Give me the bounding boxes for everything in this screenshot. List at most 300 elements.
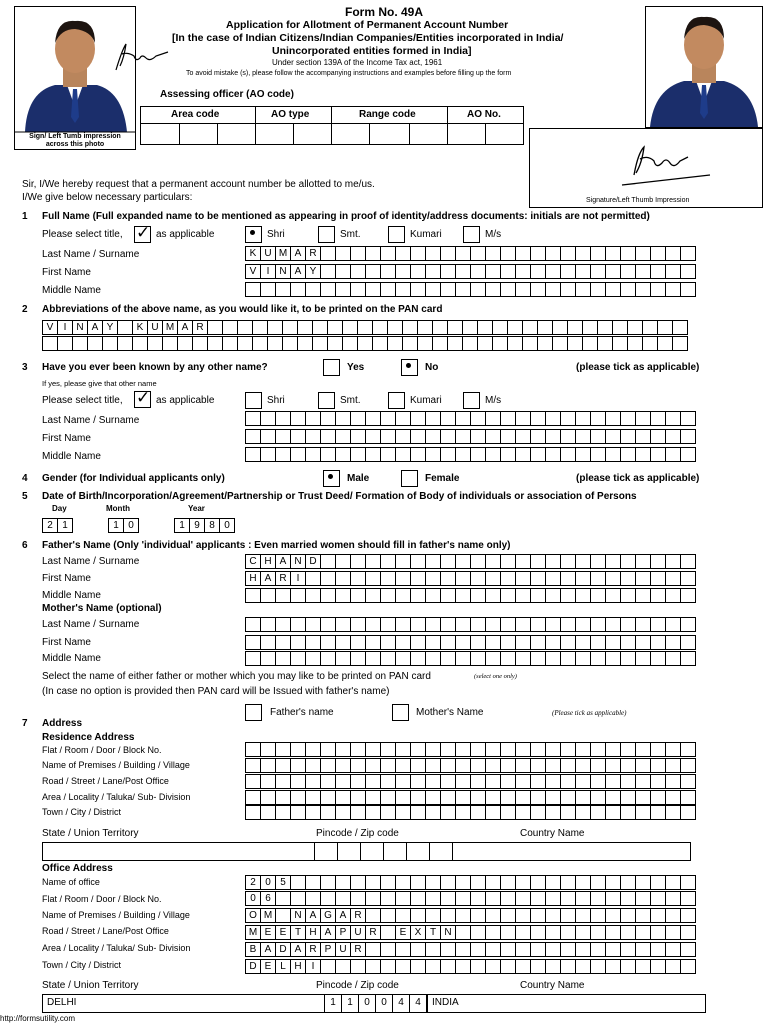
char-cell[interactable]: [515, 942, 531, 957]
char-cell[interactable]: [455, 411, 471, 426]
char-cell[interactable]: [117, 320, 133, 335]
char-cell[interactable]: [605, 942, 621, 957]
char-cell[interactable]: [650, 554, 666, 569]
char-cell[interactable]: A: [290, 246, 306, 261]
char-cell[interactable]: [515, 758, 531, 773]
char-cell[interactable]: [680, 758, 696, 773]
office-state-pincode-country-row[interactable]: [42, 994, 706, 1013]
char-cell[interactable]: [470, 758, 486, 773]
char-cell[interactable]: [395, 571, 411, 586]
office-pin-digit[interactable]: 1: [325, 995, 342, 1012]
title-shri-checkbox[interactable]: [245, 226, 262, 243]
char-cell[interactable]: [305, 742, 321, 757]
res-premises-input[interactable]: [245, 758, 695, 773]
char-cell[interactable]: [440, 651, 456, 666]
char-cell[interactable]: [425, 908, 441, 923]
char-cell[interactable]: [320, 411, 336, 426]
char-cell[interactable]: [42, 336, 58, 351]
char-cell[interactable]: [410, 891, 426, 906]
char-cell[interactable]: [470, 411, 486, 426]
char-cell[interactable]: [650, 942, 666, 957]
char-cell[interactable]: [575, 875, 591, 890]
char-cell[interactable]: [365, 411, 381, 426]
char-cell[interactable]: [440, 554, 456, 569]
char-cell[interactable]: [290, 635, 306, 650]
char-cell[interactable]: [642, 320, 658, 335]
char-cell[interactable]: [560, 908, 576, 923]
char-cell[interactable]: [335, 264, 351, 279]
char-cell[interactable]: H: [305, 925, 321, 940]
char-cell[interactable]: [530, 246, 546, 261]
char-cell[interactable]: [680, 411, 696, 426]
char-cell[interactable]: [387, 336, 403, 351]
char-cell[interactable]: [440, 429, 456, 444]
char-cell[interactable]: [635, 554, 651, 569]
char-cell[interactable]: [530, 429, 546, 444]
char-cell[interactable]: [485, 942, 501, 957]
char-cell[interactable]: [177, 336, 193, 351]
char-cell[interactable]: [515, 264, 531, 279]
char-cell[interactable]: [245, 617, 261, 632]
char-cell[interactable]: H: [290, 959, 306, 974]
char-cell[interactable]: T: [290, 925, 306, 940]
char-cell[interactable]: [522, 336, 538, 351]
char-cell[interactable]: N: [72, 320, 88, 335]
char-cell[interactable]: [440, 588, 456, 603]
pan-abbreviation-input-row-2[interactable]: [42, 336, 687, 351]
char-cell[interactable]: [357, 336, 373, 351]
char-cell[interactable]: 8: [204, 518, 220, 533]
char-cell[interactable]: [320, 742, 336, 757]
char-cell[interactable]: [410, 246, 426, 261]
char-cell[interactable]: [350, 411, 366, 426]
res-country-input[interactable]: [453, 843, 690, 860]
char-cell[interactable]: A: [260, 942, 276, 957]
char-cell[interactable]: [440, 411, 456, 426]
char-cell[interactable]: [545, 805, 561, 820]
char-cell[interactable]: [380, 554, 396, 569]
char-cell[interactable]: [260, 411, 276, 426]
char-cell[interactable]: [485, 908, 501, 923]
signature-box[interactable]: [529, 128, 763, 208]
char-cell[interactable]: [365, 651, 381, 666]
office-pin-digit[interactable]: 4: [410, 995, 427, 1012]
char-cell[interactable]: P: [320, 942, 336, 957]
char-cell[interactable]: [440, 635, 456, 650]
char-cell[interactable]: A: [290, 942, 306, 957]
char-cell[interactable]: [320, 891, 336, 906]
char-cell[interactable]: [665, 264, 681, 279]
char-cell[interactable]: [440, 908, 456, 923]
char-cell[interactable]: [560, 411, 576, 426]
char-cell[interactable]: [485, 571, 501, 586]
father-last-name-input[interactable]: [245, 554, 695, 569]
char-cell[interactable]: [470, 774, 486, 789]
char-cell[interactable]: [350, 447, 366, 462]
char-cell[interactable]: [575, 891, 591, 906]
char-cell[interactable]: [290, 588, 306, 603]
char-cell[interactable]: [192, 336, 208, 351]
char-cell[interactable]: [522, 320, 538, 335]
char-cell[interactable]: D: [245, 959, 261, 974]
char-cell[interactable]: [440, 805, 456, 820]
char-cell[interactable]: [680, 651, 696, 666]
char-cell[interactable]: [530, 925, 546, 940]
gender-male-checkbox[interactable]: [323, 470, 340, 487]
char-cell[interactable]: [462, 320, 478, 335]
char-cell[interactable]: [500, 617, 516, 632]
char-cell[interactable]: [605, 264, 621, 279]
char-cell[interactable]: A: [87, 320, 103, 335]
char-cell[interactable]: [590, 264, 606, 279]
char-cell[interactable]: [545, 282, 561, 297]
char-cell[interactable]: [350, 651, 366, 666]
char-cell[interactable]: [635, 447, 651, 462]
char-cell[interactable]: [267, 336, 283, 351]
char-cell[interactable]: [650, 246, 666, 261]
char-cell[interactable]: [665, 959, 681, 974]
char-cell[interactable]: [575, 790, 591, 805]
char-cell[interactable]: [320, 282, 336, 297]
other-name-yes-checkbox[interactable]: [323, 359, 340, 376]
char-cell[interactable]: [395, 635, 411, 650]
char-cell[interactable]: [335, 635, 351, 650]
char-cell[interactable]: [470, 942, 486, 957]
char-cell[interactable]: [635, 742, 651, 757]
char-cell[interactable]: [320, 959, 336, 974]
dob-day-input[interactable]: [42, 518, 72, 533]
char-cell[interactable]: [395, 805, 411, 820]
char-cell[interactable]: [545, 942, 561, 957]
char-cell[interactable]: [305, 651, 321, 666]
char-cell[interactable]: [530, 571, 546, 586]
char-cell[interactable]: [665, 246, 681, 261]
char-cell[interactable]: [245, 790, 261, 805]
char-cell[interactable]: [605, 447, 621, 462]
char-cell[interactable]: [680, 925, 696, 940]
char-cell[interactable]: [357, 320, 373, 335]
char-cell[interactable]: [680, 959, 696, 974]
char-cell[interactable]: [410, 908, 426, 923]
dob-year-input[interactable]: [174, 518, 234, 533]
char-cell[interactable]: [290, 742, 306, 757]
char-cell[interactable]: [560, 554, 576, 569]
char-cell[interactable]: [590, 571, 606, 586]
char-cell[interactable]: [365, 805, 381, 820]
char-cell[interactable]: [395, 264, 411, 279]
char-cell[interactable]: [440, 246, 456, 261]
char-cell[interactable]: [425, 790, 441, 805]
mother-middle-name-input[interactable]: [245, 651, 695, 666]
char-cell[interactable]: [575, 774, 591, 789]
char-cell[interactable]: [575, 805, 591, 820]
char-cell[interactable]: [485, 790, 501, 805]
char-cell[interactable]: [455, 908, 471, 923]
char-cell[interactable]: [425, 571, 441, 586]
char-cell[interactable]: [425, 264, 441, 279]
char-cell[interactable]: [320, 264, 336, 279]
char-cell[interactable]: [530, 411, 546, 426]
char-cell[interactable]: [620, 554, 636, 569]
char-cell[interactable]: [590, 411, 606, 426]
char-cell[interactable]: [320, 429, 336, 444]
char-cell[interactable]: [680, 617, 696, 632]
char-cell[interactable]: [590, 942, 606, 957]
char-cell[interactable]: I: [57, 320, 73, 335]
char-cell[interactable]: [515, 588, 531, 603]
char-cell[interactable]: [590, 554, 606, 569]
char-cell[interactable]: [290, 805, 306, 820]
char-cell[interactable]: [455, 805, 471, 820]
char-cell[interactable]: [560, 942, 576, 957]
char-cell[interactable]: [440, 447, 456, 462]
char-cell[interactable]: [320, 651, 336, 666]
char-cell[interactable]: [335, 447, 351, 462]
office-pin-digit[interactable]: 4: [393, 995, 410, 1012]
char-cell[interactable]: [530, 447, 546, 462]
char-cell[interactable]: [665, 774, 681, 789]
char-cell[interactable]: [260, 758, 276, 773]
char-cell[interactable]: [560, 264, 576, 279]
char-cell[interactable]: [335, 588, 351, 603]
char-cell[interactable]: [590, 959, 606, 974]
char-cell[interactable]: [680, 942, 696, 957]
char-cell[interactable]: [650, 635, 666, 650]
char-cell[interactable]: [380, 774, 396, 789]
char-cell[interactable]: R: [350, 908, 366, 923]
char-cell[interactable]: [575, 246, 591, 261]
char-cell[interactable]: [665, 571, 681, 586]
char-cell[interactable]: [447, 336, 463, 351]
office-country-input[interactable]: INDIA: [432, 997, 459, 1008]
char-cell[interactable]: [620, 429, 636, 444]
char-cell[interactable]: [515, 959, 531, 974]
char-cell[interactable]: [350, 246, 366, 261]
char-cell[interactable]: [515, 891, 531, 906]
char-cell[interactable]: [245, 588, 261, 603]
char-cell[interactable]: [590, 588, 606, 603]
char-cell[interactable]: [672, 320, 688, 335]
char-cell[interactable]: I: [290, 571, 306, 586]
char-cell[interactable]: [470, 429, 486, 444]
char-cell[interactable]: [500, 805, 516, 820]
char-cell[interactable]: M: [245, 925, 261, 940]
char-cell[interactable]: [290, 651, 306, 666]
char-cell[interactable]: [447, 320, 463, 335]
char-cell[interactable]: [395, 554, 411, 569]
char-cell[interactable]: [290, 447, 306, 462]
char-cell[interactable]: [455, 429, 471, 444]
char-cell[interactable]: [635, 429, 651, 444]
char-cell[interactable]: [380, 617, 396, 632]
char-cell[interactable]: [305, 588, 321, 603]
char-cell[interactable]: [635, 571, 651, 586]
res-area-input[interactable]: [245, 790, 695, 805]
char-cell[interactable]: [590, 875, 606, 890]
char-cell[interactable]: [605, 282, 621, 297]
char-cell[interactable]: [635, 908, 651, 923]
char-cell[interactable]: [485, 411, 501, 426]
char-cell[interactable]: [515, 805, 531, 820]
char-cell[interactable]: [425, 875, 441, 890]
char-cell[interactable]: [320, 875, 336, 890]
char-cell[interactable]: M: [260, 908, 276, 923]
char-cell[interactable]: [365, 758, 381, 773]
char-cell[interactable]: [605, 758, 621, 773]
char-cell[interactable]: [245, 774, 261, 789]
char-cell[interactable]: [485, 264, 501, 279]
res-pin-digit[interactable]: [430, 843, 453, 860]
char-cell[interactable]: [395, 758, 411, 773]
char-cell[interactable]: [380, 942, 396, 957]
char-cell[interactable]: [350, 790, 366, 805]
char-cell[interactable]: [260, 742, 276, 757]
char-cell[interactable]: R: [350, 942, 366, 957]
char-cell[interactable]: [335, 617, 351, 632]
char-cell[interactable]: [620, 758, 636, 773]
char-cell[interactable]: [575, 742, 591, 757]
char-cell[interactable]: [665, 282, 681, 297]
char-cell[interactable]: [470, 790, 486, 805]
char-cell[interactable]: N: [275, 264, 291, 279]
char-cell[interactable]: [237, 320, 253, 335]
char-cell[interactable]: [500, 429, 516, 444]
char-cell[interactable]: Y: [305, 264, 321, 279]
office-flat-input[interactable]: [245, 891, 695, 906]
char-cell[interactable]: [575, 411, 591, 426]
char-cell[interactable]: [620, 942, 636, 957]
char-cell[interactable]: [620, 411, 636, 426]
char-cell[interactable]: [275, 411, 291, 426]
char-cell[interactable]: I: [260, 264, 276, 279]
res-road-input[interactable]: [245, 774, 695, 789]
char-cell[interactable]: [327, 336, 343, 351]
char-cell[interactable]: 1: [174, 518, 190, 533]
char-cell[interactable]: [455, 588, 471, 603]
char-cell[interactable]: [462, 336, 478, 351]
char-cell[interactable]: [635, 282, 651, 297]
char-cell[interactable]: [470, 571, 486, 586]
char-cell[interactable]: [680, 774, 696, 789]
char-cell[interactable]: [485, 635, 501, 650]
char-cell[interactable]: [365, 891, 381, 906]
char-cell[interactable]: [425, 805, 441, 820]
char-cell[interactable]: [665, 805, 681, 820]
char-cell[interactable]: [665, 742, 681, 757]
char-cell[interactable]: [545, 246, 561, 261]
char-cell[interactable]: [665, 554, 681, 569]
char-cell[interactable]: E: [395, 925, 411, 940]
char-cell[interactable]: [515, 411, 531, 426]
char-cell[interactable]: [305, 805, 321, 820]
char-cell[interactable]: 9: [189, 518, 205, 533]
char-cell[interactable]: [560, 651, 576, 666]
char-cell[interactable]: A: [290, 264, 306, 279]
char-cell[interactable]: [335, 651, 351, 666]
char-cell[interactable]: [275, 447, 291, 462]
char-cell[interactable]: [372, 336, 388, 351]
char-cell[interactable]: [545, 617, 561, 632]
char-cell[interactable]: [470, 447, 486, 462]
char-cell[interactable]: [395, 651, 411, 666]
char-cell[interactable]: [657, 320, 673, 335]
char-cell[interactable]: [455, 264, 471, 279]
char-cell[interactable]: [477, 336, 493, 351]
char-cell[interactable]: [260, 429, 276, 444]
office-pin-digit[interactable]: 1: [342, 995, 359, 1012]
char-cell[interactable]: [597, 320, 613, 335]
char-cell[interactable]: [605, 588, 621, 603]
char-cell[interactable]: [485, 774, 501, 789]
char-cell[interactable]: [680, 571, 696, 586]
char-cell[interactable]: [72, 336, 88, 351]
office-state-input[interactable]: DELHI: [43, 995, 325, 1012]
char-cell[interactable]: [545, 651, 561, 666]
char-cell[interactable]: [440, 790, 456, 805]
char-cell[interactable]: U: [260, 246, 276, 261]
char-cell[interactable]: E: [275, 925, 291, 940]
char-cell[interactable]: [335, 805, 351, 820]
char-cell[interactable]: [365, 571, 381, 586]
char-cell[interactable]: [275, 790, 291, 805]
father-first-name-input[interactable]: [245, 571, 695, 586]
char-cell[interactable]: [245, 651, 261, 666]
char-cell[interactable]: [320, 758, 336, 773]
char-cell[interactable]: [245, 635, 261, 650]
char-cell[interactable]: [575, 925, 591, 940]
char-cell[interactable]: [545, 429, 561, 444]
char-cell[interactable]: [395, 790, 411, 805]
char-cell[interactable]: [275, 758, 291, 773]
char-cell[interactable]: [515, 774, 531, 789]
char-cell[interactable]: [380, 742, 396, 757]
char-cell[interactable]: [410, 790, 426, 805]
char-cell[interactable]: [635, 411, 651, 426]
char-cell[interactable]: [680, 282, 696, 297]
char-cell[interactable]: [590, 635, 606, 650]
char-cell[interactable]: [620, 447, 636, 462]
char-cell[interactable]: [650, 588, 666, 603]
char-cell[interactable]: [485, 651, 501, 666]
char-cell[interactable]: [395, 875, 411, 890]
char-cell[interactable]: [470, 925, 486, 940]
char-cell[interactable]: [455, 651, 471, 666]
char-cell[interactable]: [650, 875, 666, 890]
char-cell[interactable]: [590, 282, 606, 297]
char-cell[interactable]: [680, 264, 696, 279]
char-cell[interactable]: [410, 411, 426, 426]
char-cell[interactable]: [635, 875, 651, 890]
char-cell[interactable]: [545, 635, 561, 650]
char-cell[interactable]: [350, 875, 366, 890]
s3-title-shri-checkbox[interactable]: [245, 392, 262, 409]
char-cell[interactable]: [275, 891, 291, 906]
char-cell[interactable]: [530, 875, 546, 890]
char-cell[interactable]: [350, 588, 366, 603]
mother-last-name-input[interactable]: [245, 617, 695, 632]
char-cell[interactable]: [410, 571, 426, 586]
char-cell[interactable]: [260, 588, 276, 603]
char-cell[interactable]: [620, 571, 636, 586]
char-cell[interactable]: [545, 774, 561, 789]
char-cell[interactable]: [650, 774, 666, 789]
dob-month-input[interactable]: [108, 518, 138, 533]
char-cell[interactable]: O: [245, 908, 261, 923]
char-cell[interactable]: [305, 282, 321, 297]
char-cell[interactable]: [455, 617, 471, 632]
char-cell[interactable]: [470, 617, 486, 632]
char-cell[interactable]: 6: [260, 891, 276, 906]
